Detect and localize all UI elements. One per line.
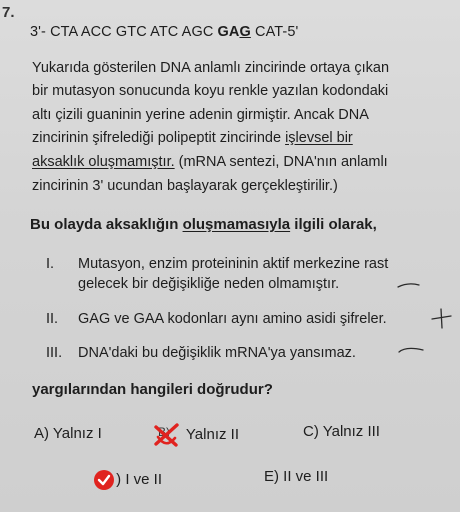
red-cross-mark-icon — [150, 419, 182, 451]
paragraph-line-2: bir mutasyon sonucunda koyu renkle yazılan kodondaki — [32, 83, 389, 99]
statement-3-line-1: DNA'daki bu değişiklik mRNA'ya yansımaz. — [78, 345, 356, 361]
statement-2-numeral: II. — [46, 311, 59, 327]
question-number: 7. — [2, 4, 15, 21]
paragraph-line-4 — [32, 130, 353, 146]
question-closing: yargılarından hangileri doğrudur? — [32, 381, 273, 398]
option-d[interactable] — [94, 470, 162, 490]
line4-text: zincirinin şifrelediği polipeptit zincirinde — [32, 130, 286, 146]
red-check-circle-icon — [94, 470, 114, 490]
option-d-label: ) I ve II — [116, 470, 163, 488]
handwritten-dash-mark-1 — [396, 280, 422, 290]
option-b-crossed-letter: B) — [150, 419, 182, 451]
statement-1-line-1: Mutasyon, enzim proteininin aktif merkezine rast — [78, 256, 389, 272]
handwritten-dash-mark-2 — [396, 344, 426, 356]
dna-sequence — [30, 24, 298, 40]
option-c[interactable]: C) Yalnız III — [303, 423, 380, 440]
paragraph-line-1: Yukarıda gösterilen DNA anlamlı zincirinde ortaya çıkan — [32, 60, 390, 76]
underlined-guanine: G — [239, 24, 251, 40]
check-icon — [97, 473, 111, 487]
statement-3-numeral: III. — [46, 345, 63, 361]
bold-codon: GAG — [217, 24, 251, 40]
statement-2-line-1: GAG ve GAA kodonları aynı amino asidi şifreler. — [78, 311, 387, 327]
sequence-prefix: 3'- CTA ACC GTC ATC AGC — [30, 24, 218, 40]
option-e[interactable]: E) II ve III — [264, 468, 329, 485]
paragraph-line-5 — [32, 154, 388, 170]
paragraph-line-6: zincirinin 3' ucundan başlayarak gerçekleştirilir.) — [32, 178, 338, 194]
sequence-suffix: CAT-5' — [250, 24, 299, 40]
paragraph-line-3: altı çizili guaninin yerine adenin girmiştir. Ancak DNA — [32, 107, 369, 123]
line5-text: (mRNA sentezi, DNA'nın anlamlı — [174, 154, 388, 170]
statement-1-line-2: gelecek bir değişikliğe neden olmamıştır. — [78, 276, 340, 292]
option-b[interactable] — [150, 419, 239, 451]
line4-underlined: işlevsel bir — [285, 130, 353, 146]
stem-underlined: oluşmamasıyla — [182, 216, 291, 233]
statement-1-numeral: I. — [46, 256, 55, 272]
option-a[interactable]: A) Yalnız I — [34, 425, 102, 442]
option-b-label: Yalnız II — [185, 425, 239, 443]
handwritten-plus-mark — [428, 306, 454, 330]
question-stem: Bu olayda aksaklığın oluşmamasıyla ilgili olarak, — [30, 216, 377, 233]
line5-underlined: aksaklık oluşmamıştır. — [32, 154, 175, 170]
